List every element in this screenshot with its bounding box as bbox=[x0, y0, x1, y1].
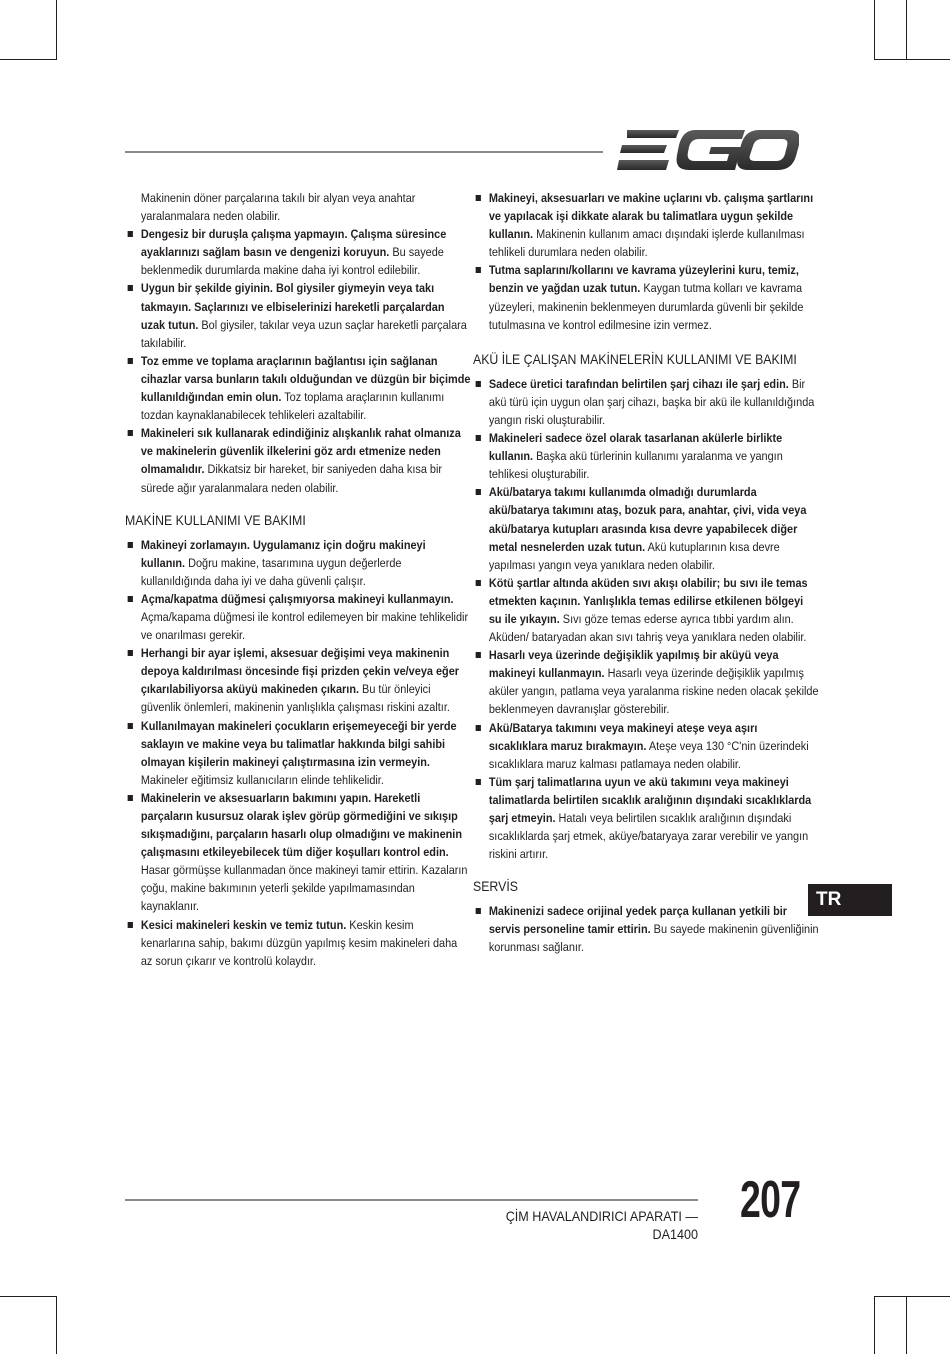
bullet-bold-text: Dengesiz bir duruşla çalışma yapmayın. Çalışma süresince ayaklarınızı sağlam basın ve dengenizi koruyun. bbox=[140, 227, 447, 260]
crop-mark bbox=[56, 1296, 57, 1354]
bullet-square-icon bbox=[476, 435, 481, 441]
bullet-square-icon bbox=[128, 795, 133, 801]
bullet-item bbox=[125, 789, 471, 916]
bullet-square-icon bbox=[128, 596, 133, 602]
bullet-bold-text: Toz emme ve toplama araçlarının bağlantısı için sağlanan cihazlar varsa bunların takılı olduğundan ve düzgün bir biçimde kullanıldığından emin olun. bbox=[140, 353, 471, 405]
header-rule bbox=[125, 151, 603, 153]
bullet-bold-text: Makineleri sadece özel olarak tasarlanan akülerle birlikte kullanın. bbox=[488, 431, 783, 464]
bullet-item bbox=[125, 590, 471, 644]
bullet-bold-text: Makineyi zorlamayın. Uygulamanız için doğru makineyi kullanın. bbox=[140, 537, 426, 570]
bullet-item bbox=[125, 424, 471, 496]
bullet-square-icon bbox=[476, 580, 481, 586]
bullet-square-icon bbox=[476, 725, 481, 731]
bullet-square-icon bbox=[128, 285, 133, 291]
bullet-item bbox=[125, 717, 471, 789]
bullet-regular-text: Bu sayede beklenmedik durumlarda makine daha iyi kontrol edilebilir. bbox=[140, 245, 444, 278]
bullet-regular-text: Kaygan tutma kolları ve kavrama yüzeyleri, makinenin beklenmeyen durumlarda güvenli bir şekilde tutulmasına ve kontrol edilmesine izin vermez. bbox=[488, 281, 804, 332]
bullet-regular-text: Doğru makine, tasarımına uygun değerlerde kullanıldığında daha iyi ve daha güvenli çalışır. bbox=[140, 555, 402, 588]
bullet-regular-text: Dikkatsiz bir hareket, bir saniyeden daha kısa bir sürede ağır yaralanmalara neden olabilir. bbox=[140, 462, 443, 495]
bullet-bold-text: Kötü şartlar altında aküden sıvı akışı olabilir; bu sıvı ile temas etmekten kaçının. Yanlışlıkla temas edilirse etkilenen bölgeyi su ile yıkayın. bbox=[488, 575, 808, 626]
bullet-square-icon bbox=[476, 267, 481, 273]
footer-title: ÇİM HAVALANDIRICI APARATI — DA1400 bbox=[505, 1208, 698, 1242]
crop-mark bbox=[874, 1296, 875, 1354]
bullet-square-icon bbox=[476, 779, 481, 785]
bullet-square-icon bbox=[128, 922, 133, 928]
bullet-item bbox=[125, 279, 471, 351]
bullet-square-icon bbox=[128, 723, 133, 729]
crop-mark bbox=[874, 59, 950, 60]
bullet-square-icon bbox=[128, 430, 133, 436]
bullet-item bbox=[125, 644, 471, 716]
language-tab: TR bbox=[808, 884, 892, 916]
bullet-bold-text: Tutma saplarını/kollarını ve kavrama yüzeylerini kuru, temiz, benzin ve yağdan uzak tutun. bbox=[488, 263, 799, 296]
bullet-bold-text: Akü/batarya takımı kullanımda olmadığı durumlarda akü/batarya takımını ataş, bozuk para, anahtar, çivi, vida veya akü/batarya kutupları arasında kısa devre yapabilecek diğer metal nesnelerden uzak tutun. bbox=[488, 485, 807, 554]
bullet-item bbox=[473, 574, 819, 646]
bullet-regular-text: Akü kutuplarının kısa devre yapılması yangın veya yanıklara neden olabilir. bbox=[488, 539, 780, 572]
section-heading: MAKİNE KULLANIMI VE BAKIMI bbox=[125, 511, 306, 528]
bullet-square-icon bbox=[476, 195, 481, 201]
bullet-square-icon bbox=[476, 489, 481, 495]
bullet-item bbox=[473, 261, 819, 333]
ego-logo bbox=[617, 128, 799, 172]
right-column bbox=[473, 189, 819, 957]
crop-mark bbox=[0, 59, 57, 60]
bullet-bold-text: Kesici makineleri keskin ve temiz tutun. bbox=[140, 917, 347, 932]
crop-mark bbox=[906, 1296, 907, 1354]
bullet-bold-text: Hasarlı veya üzerinde değişiklik yapılmış bir aküyü veya makineyi kullanmayın. bbox=[488, 648, 779, 681]
bullet-regular-text: Bu tür önleyici güvenlik önlemleri, makinenin yanlışlıkla çalışması riskini azaltır. bbox=[140, 682, 450, 715]
bullet-regular-text: Makinenin kullanım amacı dışındaki işlerde kullanılması tehlikeli durumlara neden olabilir. bbox=[488, 227, 805, 260]
bullet-regular-text: Hasar görmüşse kullanmadan önce makineyi tamir ettirin. Kazaların çoğu, makine bakımının yeterli şekilde yapılmamasından kaynaklanır. bbox=[140, 863, 468, 914]
bullet-item bbox=[473, 189, 819, 261]
bullet-bold-text: Herhangi bir ayar işlemi, aksesuar değişimi veya makinenin depoya kaldırılması öncesinde fişi prizden çekin ve/veya eğer çıkarılabiliyorsa aküyü makineden çıkarın. bbox=[140, 646, 460, 697]
bullet-regular-text: Sıvı göze temas ederse ayrıca tıbbi yardım alın. Aküden/ bataryadan akan sıvı tahriş veya yanıklara neden olabilir. bbox=[488, 611, 807, 645]
bullet-bold-text: Uygun bir şekilde giyinin. Bol giysiler giymeyin veya takı takmayın. Saçlarınızı ve elbiselerinizi hareketli parçalardan uzak tutun. bbox=[140, 281, 445, 332]
bullet-bold-text: Akü/Batarya takımını veya makineyi ateşe veya aşırı sıcaklıklara maruz bırakmayın. bbox=[488, 720, 758, 753]
bullet-item bbox=[473, 375, 819, 429]
bullet-bold-text: Makinenizi sadece orijinal yedek parça kullanan yetkili bir servis personeline tamir ettirin. bbox=[488, 904, 788, 937]
continuation-text: Makinenin döner parçalarına takılı bir alyan veya anahtar yaralanmalara neden olabilir. bbox=[140, 191, 416, 224]
bullet-regular-text: Ateşe veya 130 °C'nin üzerindeki sıcaklıklara maruz kalması patlamaya neden olabilir. bbox=[488, 738, 809, 771]
bullet-regular-text: Hatalı veya belirtilen sıcaklık aralığının dışındaki sıcaklıklarda şarj etmek, aküye/bataryaya zarar verebilir ve yangın riskini artırır. bbox=[488, 811, 809, 862]
bullet-item bbox=[125, 916, 471, 970]
section-heading: SERVİS bbox=[473, 878, 518, 895]
bullet-regular-text: Bir akü türü için uygun olan şarj cihazı, başka bir akü ile kullanıldığında yangın riski oluşturabilir. bbox=[488, 376, 815, 427]
left-column bbox=[125, 189, 471, 970]
bullet-item bbox=[473, 483, 819, 573]
bullet-square-icon bbox=[128, 650, 133, 656]
bullet-regular-text: Makineler eğitimsiz kullanıcıların elinde tehlikelidir. bbox=[140, 772, 384, 787]
bullet-bold-text: Sadece üretici tarafından belirtilen şarj cihazı ile şarj edin. bbox=[488, 376, 789, 391]
crop-mark bbox=[874, 0, 875, 60]
footer-rule bbox=[125, 1199, 698, 1201]
bullet-item bbox=[473, 902, 819, 956]
bullet-item bbox=[125, 352, 471, 424]
bullet-item bbox=[125, 536, 471, 590]
bullet-item bbox=[473, 429, 819, 483]
crop-mark bbox=[906, 0, 907, 60]
crop-mark bbox=[0, 1296, 57, 1297]
bullet-item bbox=[473, 646, 819, 718]
bullet-square-icon bbox=[128, 542, 133, 548]
bullet-item bbox=[473, 719, 819, 773]
bullet-square-icon bbox=[128, 358, 133, 364]
bullet-square-icon bbox=[128, 231, 133, 237]
bullet-regular-text: Hasarlı veya üzerinde değişiklik yapılmış aküler yangın, patlama veya yaralanma riskine neden olacak şekilde beklenmeyen davranışlar gösterebilir. bbox=[488, 666, 819, 717]
bullet-regular-text: Açma/kapama düğmesi ile kontrol edilemeyen bir makine tehlikelidir ve onarılması gerekir. bbox=[140, 609, 469, 643]
section-heading: AKÜ İLE ÇALIŞAN MAKİNELERİN KULLANIMI VE BAKIMI bbox=[473, 350, 797, 367]
bullet-bold-text: Kullanılmayan makineleri çocukların erişemeyeceği bir yerde saklayın ve makine veya bu talimatlar hakkında bilgi sahibi olmayan kişilerin makineyi çalıştırmasına izin vermeyin. bbox=[140, 718, 457, 769]
bullet-bold-text: Makineleri sık kullanarak edindiğiniz alışkanlık rahat olmanıza ve makinelerin güvenlik ilkelerini göz ardı etmenize neden olmamalıdır. bbox=[140, 426, 461, 477]
bullet-square-icon bbox=[476, 908, 481, 914]
bullet-bold-text: Makinelerin ve aksesuarların bakımını yapın. Hareketli parçaların kusursuz olarak işlev görüp görmediğini ve sıkışıp sıkışmadığını, parçaların hasarlı olup olmadığını ve makinenin çalışmasını etkileyebilecek tüm diğer koşulları kontrol edin. bbox=[140, 790, 462, 860]
bullet-regular-text: Keskin kesim kenarlarına sahip, bakımı düzgün yapılmış kesim makineleri daha az sorun çıkarır ve kontrolü kolaydır. bbox=[140, 917, 458, 968]
bullet-square-icon bbox=[476, 652, 481, 658]
bullet-regular-text: Başka akü türlerinin kullanımı yaralanma ve yangın tehlikesi oluşturabilir. bbox=[488, 449, 783, 482]
bullet-regular-text: Toz toplama araçlarının kullanımı tozdan kaynaklanabilecek tehlikeleri azaltabilir. bbox=[140, 390, 445, 423]
bullet-bold-text: Makineyi, aksesuarları ve makine uçlarını vb. çalışma şartlarını ve yapılacak işi dikkate alarak bu talimatlara uygun şekilde kullanın. bbox=[488, 191, 814, 242]
bullet-item bbox=[125, 225, 471, 279]
bullet-bold-text: Tüm şarj talimatlarına uyun ve akü takımını veya makineyi talimatlarda belirtilen sıcaklık aralığının dışındaki sıcaklıklarda şarj etmeyin. bbox=[488, 774, 812, 825]
bullet-bold-text: Açma/kapatma düğmesi çalışmıyorsa makineyi kullanmayın. bbox=[140, 591, 454, 606]
crop-mark bbox=[56, 0, 57, 60]
page-number: 207 bbox=[740, 1171, 801, 1229]
bullet-item bbox=[473, 773, 819, 863]
bullet-regular-text: Bol giysiler, takılar veya uzun saçlar hareketli parçalara takılabilir. bbox=[140, 317, 467, 350]
crop-mark bbox=[874, 1296, 950, 1297]
bullet-regular-text: Bu sayede makinenin güvenliğinin korunması sağlanır. bbox=[488, 922, 819, 955]
bullet-square-icon bbox=[476, 381, 481, 387]
